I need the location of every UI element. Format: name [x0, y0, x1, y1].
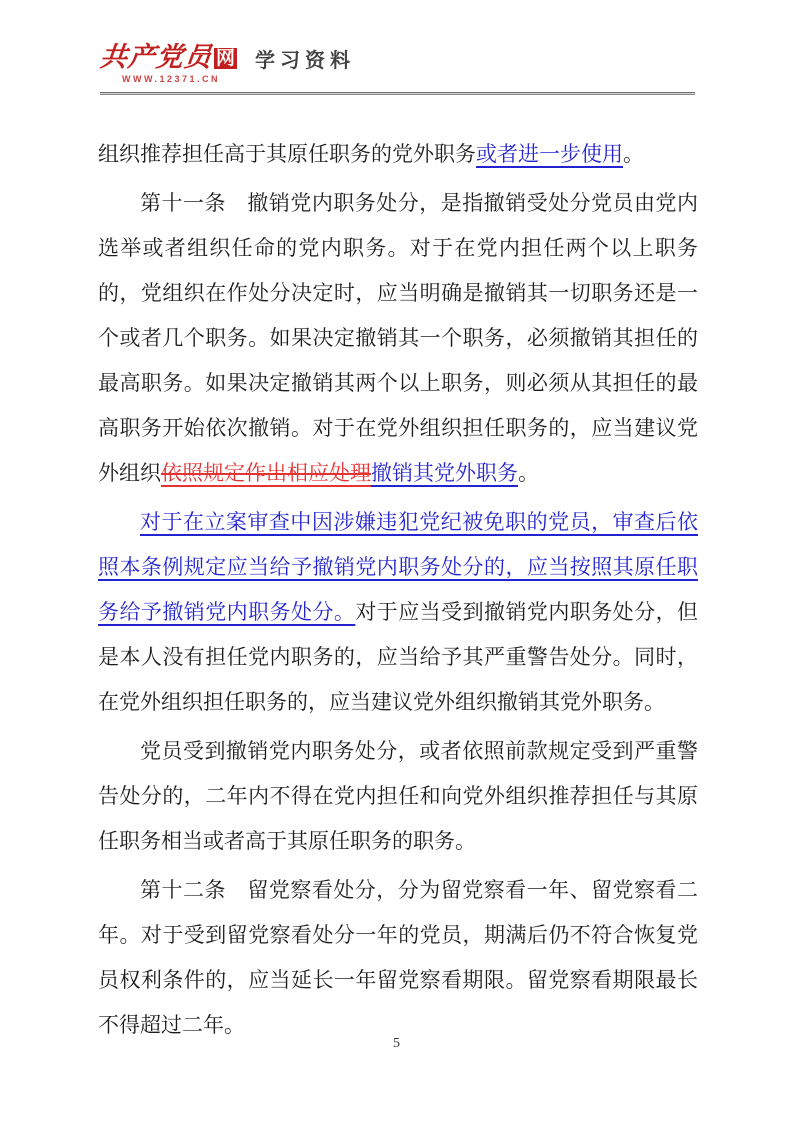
text-run-insert: 对于在立案审查中因涉嫌违犯党纪被免职的党员，审查后依照本条例规定应当给予撤销党内职务处分的，应当按照其原任职务给予撤销党内职务处分。: [98, 510, 698, 624]
header-title: 学习资料: [255, 48, 356, 72]
text-run-normal: 组织推荐担任高于其原任职务的党外职务: [98, 142, 476, 166]
logo-row: [100, 44, 237, 72]
text-run-normal: 。: [518, 461, 539, 485]
text-run-normal: 第十一条 撤销党内职务处分，是指撤销受处分党员由党内选举或者组织任命的党内职务。对于在党内担任两个以上职务的，党组织在作处分决定时，应当明确是撤销其一切职务还是一个或者几个职务。如果决定撤销其一个职务，必须撤销其担任的最高职务。如果决定撤销其两个以上职务，则必须从其担任的最高职务开始依次撤销。对于在党外组织担任职务的，应当建议党外组织: [98, 191, 698, 485]
paragraph: [98, 181, 698, 496]
logo-url-text: WWW.12371.CN: [122, 74, 221, 84]
text-run-insert: 撤销其党外职务: [371, 461, 518, 485]
paragraph: [98, 132, 698, 177]
page-footer: [0, 1036, 793, 1052]
page-number: 5: [393, 1036, 400, 1051]
header-divider: [100, 92, 695, 95]
text-run-normal: 。: [623, 142, 644, 166]
text-run-insert: 或者进一步使用: [476, 142, 623, 166]
paragraph: [98, 500, 698, 725]
paragraph: [98, 868, 698, 1048]
page-header: [100, 44, 695, 84]
text-run-normal: 党员受到撤销党内职务处分，或者依照前款规定受到严重警告处分的，二年内不得在党内担任和向党外组织推荐担任与其原任职务相当或者高于其原任职务的职务。: [98, 739, 698, 853]
document-body: [98, 132, 698, 1052]
paragraph: [98, 729, 698, 864]
text-run-delete: 依照规定作出相应处理: [161, 461, 371, 485]
text-run-normal: 对于应当受到撤销党内职务处分，但是本人没有担任党内职务的，应当给予其严重警告处分。同时，在党外组织担任职务的，应当建议党外组织撤销其党外职务。: [98, 600, 699, 714]
logo-calligraphy-text: 共产党员: [98, 42, 214, 73]
logo-net-badge: 网: [216, 47, 236, 69]
site-logo: [100, 44, 237, 84]
text-run-normal: 第十二条 留党察看处分，分为留党察看一年、留党察看二年。对于受到留党察看处分一年的党员，期满后仍不符合恢复党员权利条件的，应当延长一年留党察看期限。留党察看期限最长不得超过二年。: [98, 878, 698, 1037]
